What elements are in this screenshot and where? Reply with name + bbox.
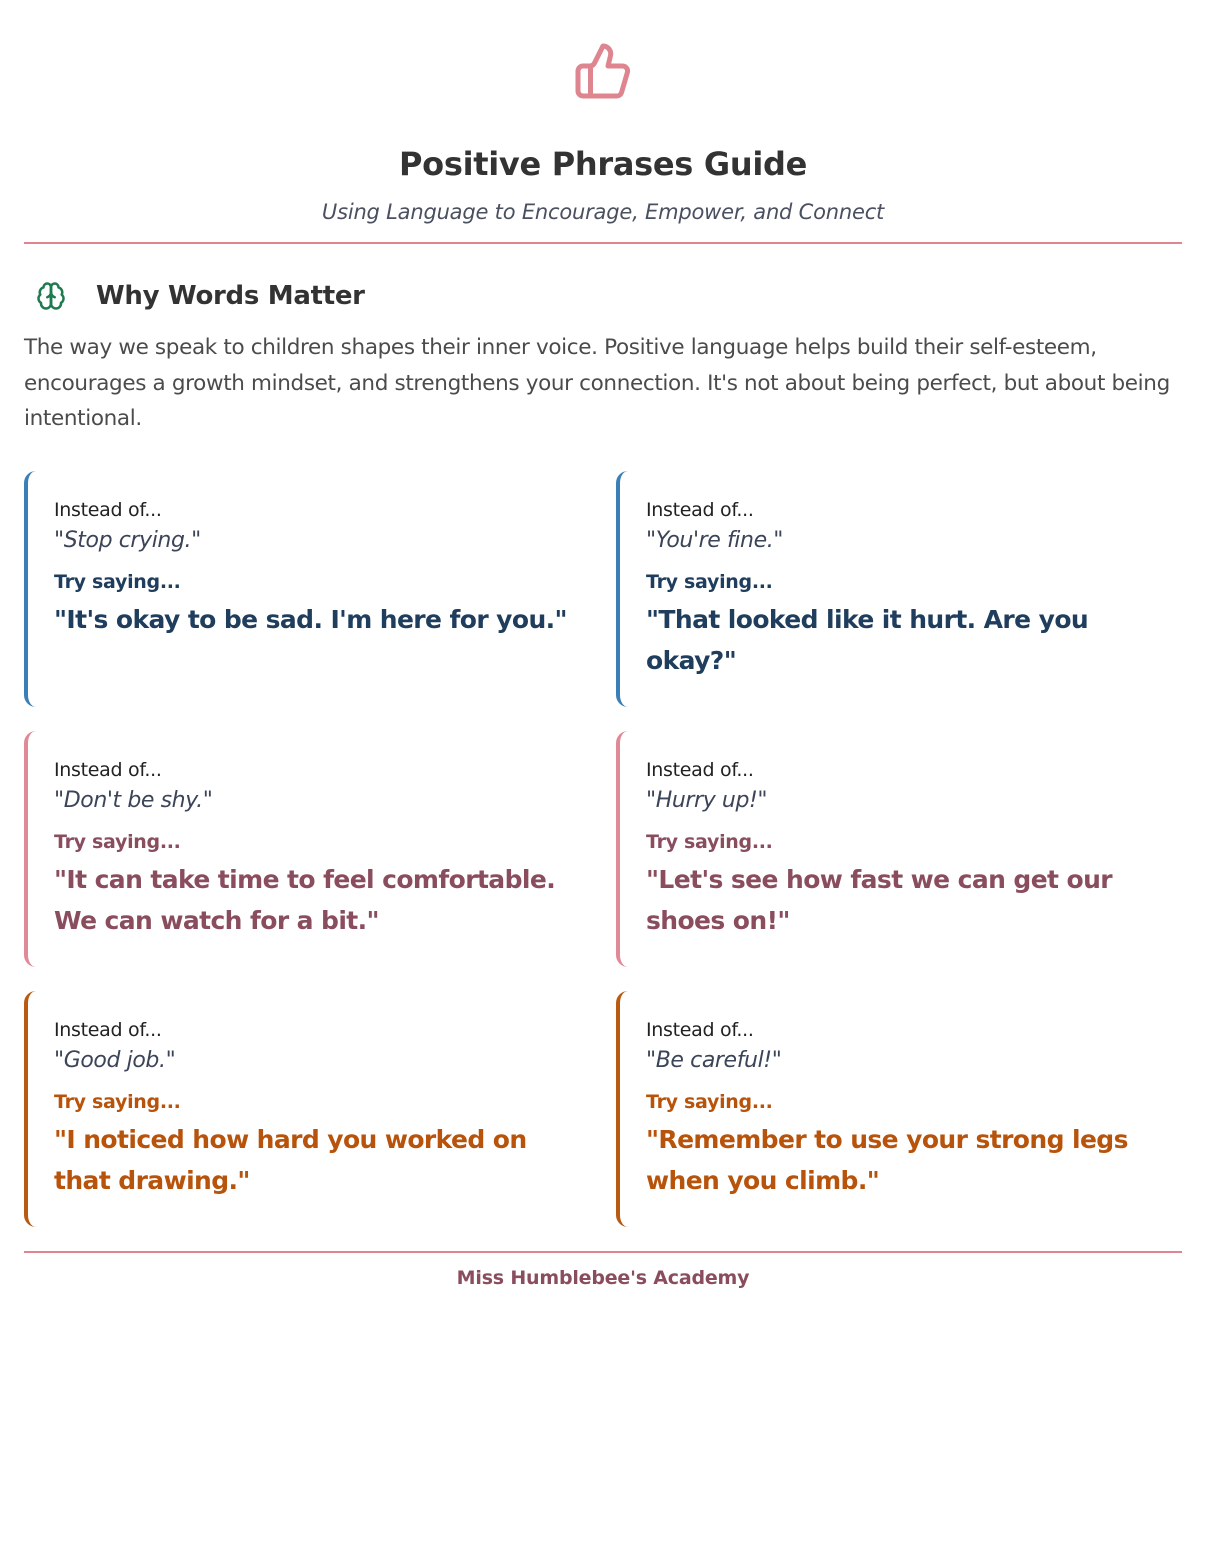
page-title: Positive Phrases Guide xyxy=(399,145,807,183)
intro-paragraph: The way we speak to children shapes their inner voice. Positive language helps build their self-esteem, encourages a growth mindset, and strengthens your connection. It's not about being perfect, but about being intentional. xyxy=(24,335,1170,431)
header xyxy=(24,0,1182,228)
instead-phrase: "Hurry up!" xyxy=(646,787,768,813)
try-phrase: "Remember to use your strong legs when you climb." xyxy=(646,1124,1128,1195)
instead-phrase: "Stop crying." xyxy=(54,527,201,553)
phrase-cards-grid xyxy=(24,471,1182,1227)
footer-text: Miss Humblebee's Academy xyxy=(456,1266,750,1289)
try-label: Try saying... xyxy=(54,570,181,593)
try-phrase: "That looked like it hurt. Are you okay?" xyxy=(646,604,1089,675)
phrase-card xyxy=(616,991,1184,1227)
page xyxy=(24,0,1182,1289)
instead-label: Instead of... xyxy=(54,498,162,521)
instead-label: Instead of... xyxy=(54,758,162,781)
phrase-card xyxy=(616,731,1184,967)
footer-divider xyxy=(24,1251,1182,1253)
header-divider xyxy=(24,242,1182,244)
try-label: Try saying... xyxy=(54,830,181,853)
try-label: Try saying... xyxy=(646,570,773,593)
try-phrase: "It can take time to feel comfortable. We can watch for a bit." xyxy=(54,864,556,935)
instead-label: Instead of... xyxy=(646,758,754,781)
thumbs-up-icon xyxy=(573,40,633,102)
phrase-card xyxy=(24,991,592,1227)
try-phrase: "Let's see how fast we can get our shoes on!" xyxy=(646,864,1113,935)
brain-icon xyxy=(36,281,66,311)
try-phrase: "It's okay to be sad. I'm here for you." xyxy=(54,604,567,634)
try-label: Try saying... xyxy=(646,1090,773,1113)
instead-phrase: "You're fine." xyxy=(646,527,784,553)
section-heading xyxy=(24,276,1182,316)
try-phrase: "I noticed how hard you worked on that drawing." xyxy=(54,1124,527,1195)
instead-phrase: "Be careful!" xyxy=(646,1047,782,1073)
try-label: Try saying... xyxy=(54,1090,181,1113)
instead-label: Instead of... xyxy=(646,1018,754,1041)
try-label: Try saying... xyxy=(646,830,773,853)
page-subtitle: Using Language to Encourage, Empower, and Connect xyxy=(321,200,885,224)
instead-phrase: "Good job." xyxy=(54,1047,176,1073)
section-title: Why Words Matter xyxy=(96,281,365,311)
instead-label: Instead of... xyxy=(54,1018,162,1041)
instead-phrase: "Don't be shy." xyxy=(54,787,213,813)
phrase-card xyxy=(24,471,592,707)
phrase-card xyxy=(616,471,1184,707)
phrase-card xyxy=(24,731,592,967)
instead-label: Instead of... xyxy=(646,498,754,521)
